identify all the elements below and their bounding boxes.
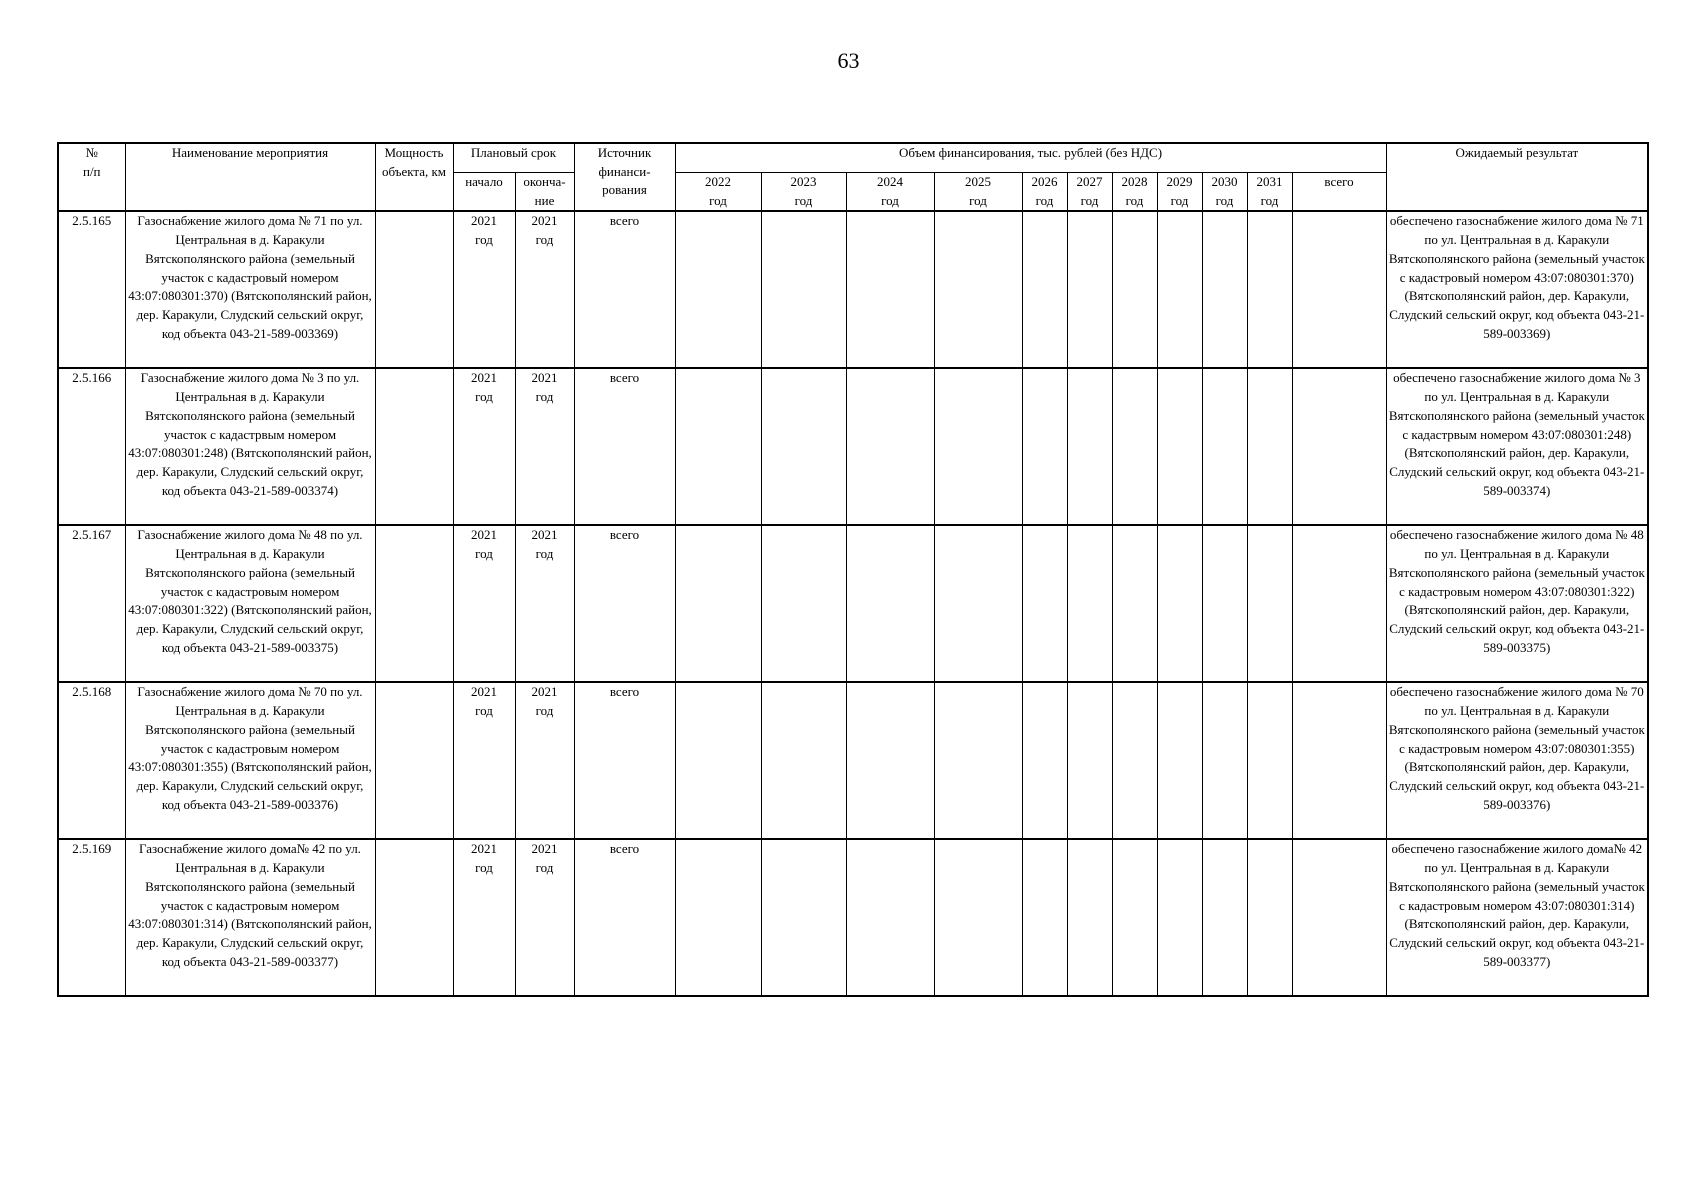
row-2029 xyxy=(1157,368,1202,525)
row-source: всего xyxy=(574,368,675,525)
table-row xyxy=(58,368,1648,525)
row-source: всего xyxy=(574,211,675,368)
row-total xyxy=(1292,368,1386,525)
row-result: обеспечено газоснабжение жилого дома № 71 по ул. Центральная в д. Каракули Вятскополянского района (земельный участок с кадастровый номером 43:07:080301:370) (Вятскополянский район, дер. Каракули, Слудский сельский округ, код объекта 043-21-589-003369) xyxy=(1386,211,1648,368)
header-year-2025: 2025 год xyxy=(934,173,1022,212)
row-2030 xyxy=(1202,525,1247,682)
row-end: 2021 год xyxy=(515,211,574,368)
row-2024 xyxy=(846,368,934,525)
row-2029 xyxy=(1157,525,1202,682)
row-total xyxy=(1292,211,1386,368)
row-2026 xyxy=(1022,368,1067,525)
header-year-2030: 2030 год xyxy=(1202,173,1247,212)
row-total xyxy=(1292,682,1386,839)
row-2030 xyxy=(1202,682,1247,839)
row-2031 xyxy=(1247,525,1292,682)
row-2027 xyxy=(1067,839,1112,996)
row-2026 xyxy=(1022,525,1067,682)
row-2028 xyxy=(1112,525,1157,682)
row-2023 xyxy=(761,525,846,682)
header-funding: Объем финансирования, тыс. рублей (без НДС) xyxy=(675,143,1386,173)
row-2028 xyxy=(1112,368,1157,525)
header-year-2027: 2027 год xyxy=(1067,173,1112,212)
row-total xyxy=(1292,839,1386,996)
row-2026 xyxy=(1022,682,1067,839)
row-2024 xyxy=(846,211,934,368)
row-result: обеспечено газоснабжение жилого дома № 48 по ул. Центральная в д. Каракули Вятскополянского района (земельный участок с кадастровым номером 43:07:080301:322) (Вятскополянский район, дер. Каракули, Слудский сельский округ, код объекта 043-21-589-003375) xyxy=(1386,525,1648,682)
header-num: № п/п xyxy=(58,143,125,211)
row-start: 2021 год xyxy=(453,839,515,996)
row-2028 xyxy=(1112,682,1157,839)
header-row-top xyxy=(58,143,1648,173)
row-2024 xyxy=(846,682,934,839)
row-capacity xyxy=(375,368,453,525)
row-2031 xyxy=(1247,682,1292,839)
table-body xyxy=(58,211,1648,996)
row-result: обеспечено газоснабжение жилого дома№ 42 по ул. Центральная в д. Каракули Вятскополянского района (земельный участок с кадастровым номером 43:07:080301:314) (Вятскополянский район, дер. Каракули, Слудский сельский округ, код объекта 043-21-589-003377) xyxy=(1386,839,1648,996)
row-2026 xyxy=(1022,211,1067,368)
row-2025 xyxy=(934,211,1022,368)
row-num: 2.5.166 xyxy=(58,368,125,525)
header-result: Ожидаемый результат xyxy=(1386,143,1648,211)
row-source: всего xyxy=(574,525,675,682)
row-name: Газоснабжение жилого дома № 3 по ул. Центральная в д. Каракули Вятскополянского района (земельный участок с кадастрвым номером 43:07:080301:248) (Вятскополянский район, дер. Каракули, Слудский сельский округ, код объекта 043-21-589-003374) xyxy=(125,368,375,525)
row-2028 xyxy=(1112,839,1157,996)
row-num: 2.5.167 xyxy=(58,525,125,682)
row-start: 2021 год xyxy=(453,368,515,525)
row-2024 xyxy=(846,839,934,996)
row-2030 xyxy=(1202,211,1247,368)
row-result: обеспечено газоснабжение жилого дома № 3 по ул. Центральная в д. Каракули Вятскополянского района (земельный участок с кадастрвым номером 43:07:080301:248) (Вятскополянский район, дер. Каракули, Слудский сельский округ, код объекта 043-21-589-003374) xyxy=(1386,368,1648,525)
row-num: 2.5.165 xyxy=(58,211,125,368)
row-2025 xyxy=(934,525,1022,682)
row-num: 2.5.169 xyxy=(58,839,125,996)
row-name: Газоснабжение жилого дома № 71 по ул. Центральная в д. Каракули Вятскополянского района (земельный участок с кадастровый номером 43:07:080301:370) (Вятскополянский район, дер. Каракули, Слудский сельский округ, код объекта 043-21-589-003369) xyxy=(125,211,375,368)
header-year-2031: 2031 год xyxy=(1247,173,1292,212)
table-row xyxy=(58,682,1648,839)
row-name: Газоснабжение жилого дома № 70 по ул. Центральная в д. Каракули Вятскополянского района (земельный участок с кадастровым номером 43:07:080301:355) (Вятскополянский район, дер. Каракули, Слудский сельский округ, код объекта 043-21-589-003376) xyxy=(125,682,375,839)
row-2030 xyxy=(1202,839,1247,996)
header-year-2028: 2028 год xyxy=(1112,173,1157,212)
header-source: Источник финанси- рования xyxy=(574,143,675,211)
header-year-2024: 2024 год xyxy=(846,173,934,212)
header-term: Плановый срок xyxy=(453,143,574,173)
row-end: 2021 год xyxy=(515,368,574,525)
row-start: 2021 год xyxy=(453,211,515,368)
row-2023 xyxy=(761,682,846,839)
row-2022 xyxy=(675,211,761,368)
header-year-2023: 2023 год xyxy=(761,173,846,212)
row-2025 xyxy=(934,368,1022,525)
row-2023 xyxy=(761,839,846,996)
row-2027 xyxy=(1067,525,1112,682)
row-2022 xyxy=(675,682,761,839)
row-2024 xyxy=(846,525,934,682)
header-term-start: начало xyxy=(453,173,515,212)
row-2022 xyxy=(675,839,761,996)
page-number: 63 xyxy=(837,48,860,73)
row-end: 2021 год xyxy=(515,682,574,839)
row-2031 xyxy=(1247,368,1292,525)
header-name: Наименование мероприятия xyxy=(125,143,375,211)
row-total xyxy=(1292,525,1386,682)
row-start: 2021 год xyxy=(453,525,515,682)
header-year-2029: 2029 год xyxy=(1157,173,1202,212)
row-2031 xyxy=(1247,211,1292,368)
row-2025 xyxy=(934,839,1022,996)
row-2022 xyxy=(675,525,761,682)
header-capacity: Мощность объекта, км xyxy=(375,143,453,211)
row-2025 xyxy=(934,682,1022,839)
row-num: 2.5.168 xyxy=(58,682,125,839)
row-start: 2021 год xyxy=(453,682,515,839)
row-2029 xyxy=(1157,839,1202,996)
row-source: всего xyxy=(574,839,675,996)
row-capacity xyxy=(375,839,453,996)
row-2027 xyxy=(1067,368,1112,525)
header-total: всего xyxy=(1292,173,1386,212)
row-2028 xyxy=(1112,211,1157,368)
row-2027 xyxy=(1067,682,1112,839)
table-row xyxy=(58,211,1648,368)
row-2029 xyxy=(1157,682,1202,839)
funding-plan-table xyxy=(57,142,1649,997)
row-name: Газоснабжение жилого дома № 48 по ул. Центральная в д. Каракули Вятскополянского района (земельный участок с кадастровым номером 43:07:080301:322) (Вятскополянский район, дер. Каракули, Слудский сельский округ, код объекта 043-21-589-003375) xyxy=(125,525,375,682)
row-2027 xyxy=(1067,211,1112,368)
row-2031 xyxy=(1247,839,1292,996)
header-year-2022: 2022 год xyxy=(675,173,761,212)
header-term-end: оконча- ние xyxy=(515,173,574,212)
row-2026 xyxy=(1022,839,1067,996)
row-2030 xyxy=(1202,368,1247,525)
row-capacity xyxy=(375,525,453,682)
row-2022 xyxy=(675,368,761,525)
row-end: 2021 год xyxy=(515,525,574,682)
row-2023 xyxy=(761,211,846,368)
row-2029 xyxy=(1157,211,1202,368)
row-capacity xyxy=(375,682,453,839)
row-name: Газоснабжение жилого дома№ 42 по ул. Центральная в д. Каракули Вятскополянского района (земельный участок с кадастровым номером 43:07:080301:314) (Вятскополянский район, дер. Каракули, Слудский сельский округ, код объекта 043-21-589-003377) xyxy=(125,839,375,996)
row-result: обеспечено газоснабжение жилого дома № 70 по ул. Центральная в д. Каракули Вятскополянского района (земельный участок с кадастровым номером 43:07:080301:355) (Вятскополянский район, дер. Каракули, Слудский сельский округ, код объекта 043-21-589-003376) xyxy=(1386,682,1648,839)
row-end: 2021 год xyxy=(515,839,574,996)
row-capacity xyxy=(375,211,453,368)
table-row xyxy=(58,839,1648,996)
table-row xyxy=(58,525,1648,682)
row-2023 xyxy=(761,368,846,525)
header-year-2026: 2026 год xyxy=(1022,173,1067,212)
row-source: всего xyxy=(574,682,675,839)
